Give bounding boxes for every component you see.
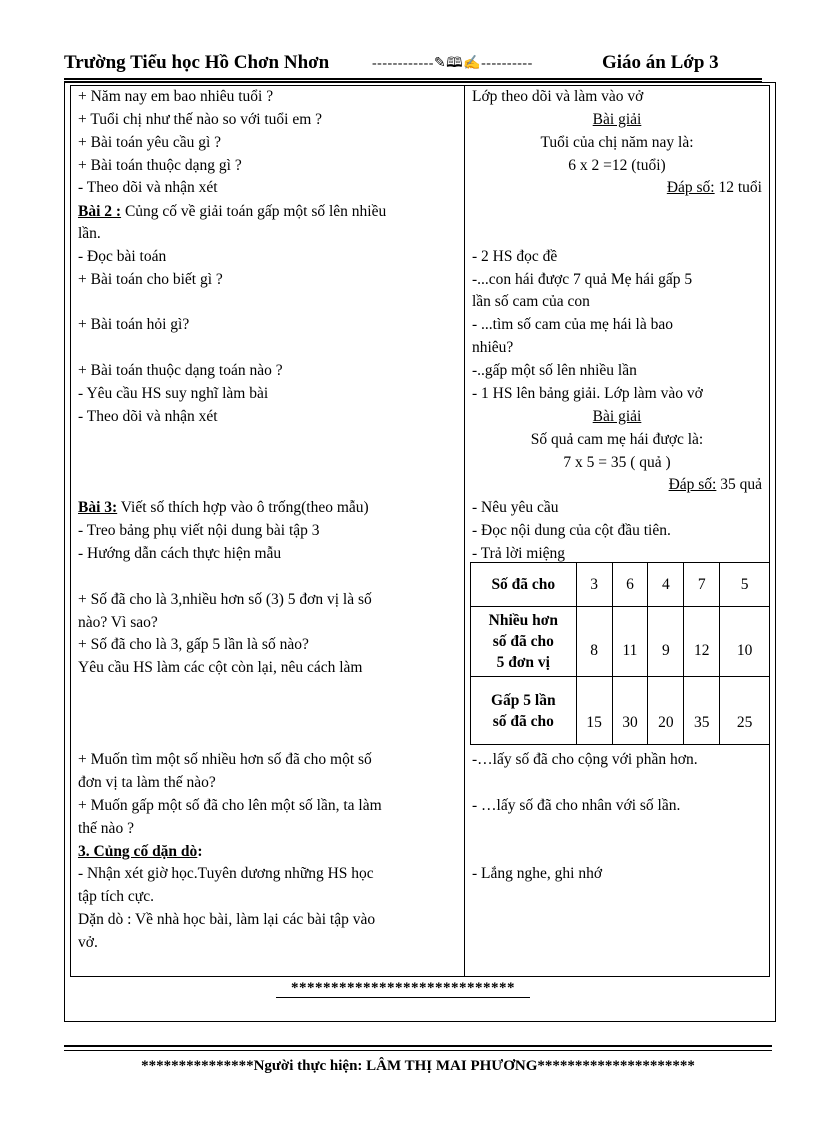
right-line: -...con hái được 7 quả Mẹ hái gấp 5 <box>472 271 693 288</box>
table-cell: 11 <box>612 607 648 677</box>
right-line: 7 x 5 = 35 ( quả ) <box>563 454 671 471</box>
right-line: - …lấy số đã cho nhân với số lần. <box>472 797 681 814</box>
left-line: nào? Vì sao? <box>78 614 158 631</box>
left-line: - Hướng dẫn cách thực hiện mẫu <box>78 545 282 562</box>
right-line: - 2 HS đọc đề <box>472 248 558 265</box>
answer-label: Đáp số: <box>666 179 715 196</box>
left-line: vở. <box>78 934 98 951</box>
header-rule <box>64 78 762 80</box>
table-row <box>471 607 770 677</box>
left-line: + Muốn gấp một số đã cho lên một số lần, ta làm <box>78 797 382 814</box>
left-line: Dặn dò : Về nhà học bài, làm lại các bài tập vào <box>78 911 376 928</box>
left-line: + Năm nay em bao nhiêu tuổi ? <box>78 88 274 105</box>
right-line: -…lấy số đã cho cộng với phần hơn. <box>472 751 698 768</box>
left-line: + Bài toán thuộc dạng toán nào ? <box>78 362 283 379</box>
right-line: - Lắng nghe, ghi nhớ <box>472 865 603 882</box>
left-line: - Theo dõi và nhận xét <box>78 408 218 425</box>
column-divider <box>464 85 465 977</box>
table-cell: 10 <box>720 607 770 677</box>
class-label: Giáo án Lớp 3 <box>602 52 719 73</box>
left-line: + Bài toán thuộc dạng gì ? <box>78 157 242 174</box>
table-cell: 12 <box>684 607 720 677</box>
row-label: Nhiều hơn số đã cho 5 đơn vị <box>471 607 577 677</box>
answer-value: 12 tuổi <box>714 179 762 196</box>
table-cell: 9 <box>648 607 684 677</box>
left-line: tập tích cực. <box>78 888 154 905</box>
footer-rule-thin <box>64 1050 772 1051</box>
exercise-2-text: Củng cố về giải toán gấp một số lên nhiều <box>121 203 387 220</box>
left-line: - Nhận xét giờ học.Tuyên dương những HS học <box>78 865 374 882</box>
exercise-3-heading <box>78 498 369 518</box>
left-line: + Tuổi chị như thế nào so với tuổi em ? <box>78 111 323 128</box>
left-line: + Muốn tìm một số nhiều hơn số đã cho một số <box>78 751 372 768</box>
left-line: - Treo bảng phụ viết nội dung bài tập 3 <box>78 522 320 539</box>
left-line: thế nào ? <box>78 820 134 837</box>
row-label: Số đã cho <box>471 563 577 607</box>
header-separator: ------------✎🕮✍---------- <box>372 56 533 71</box>
table-cell: 20 <box>648 677 684 745</box>
table-row <box>471 677 770 745</box>
table-cell: 25 <box>720 677 770 745</box>
answer-label: Đáp số: <box>668 476 717 493</box>
page-header <box>64 50 764 78</box>
answer-line <box>472 475 762 495</box>
row-label: Gấp 5 lần số đã cho <box>471 677 577 745</box>
exercise-3-label: Bài 3: <box>78 499 118 516</box>
table-cell: 15 <box>576 677 612 745</box>
right-line: - Nêu yêu cầu <box>472 499 559 516</box>
left-line: Yêu cầu HS làm các cột còn lại, nêu cách làm <box>78 659 363 676</box>
right-line: Lớp theo dõi và làm vào vở <box>472 88 644 105</box>
left-line: + Bài toán hỏi gì? <box>78 316 190 333</box>
page-footer: ***************Người thực hiện: LÂM THỊ MAI PHƯƠNG********************* <box>141 1058 695 1074</box>
exercise-2-label: Bài 2 : <box>78 203 122 220</box>
right-line: -..gấp một số lên nhiều lần <box>472 362 637 379</box>
left-line: đơn vị ta làm thế nào? <box>78 774 216 791</box>
right-line: - ...tìm số cam của mẹ hái là bao <box>472 316 674 333</box>
left-line: + Số đã cho là 3,nhiều hơn số (3) 5 đơn vị là số <box>78 591 372 608</box>
exercise-3-table <box>470 562 770 745</box>
table-cell: 6 <box>612 563 648 607</box>
section-3-colon: : <box>197 843 203 860</box>
left-line: + Bài toán cho biết gì ? <box>78 271 223 288</box>
left-line: + Bài toán yêu cầu gì ? <box>78 134 222 151</box>
solution-heading: Bài giải <box>592 111 642 128</box>
school-name: Trường Tiểu học Hồ Chơn Nhơn <box>64 52 330 73</box>
right-line: lần số cam của con <box>472 293 590 310</box>
table-cell: 5 <box>720 563 770 607</box>
answer-line <box>472 178 762 198</box>
left-line: - Yêu cầu HS suy nghĩ làm bài <box>78 385 269 402</box>
left-line: + Số đã cho là 3, gấp 5 lần là số nào? <box>78 636 309 653</box>
table-row <box>471 563 770 607</box>
exercise-3-text: Viết số thích hợp vào ô trống(theo mẫu) <box>117 499 369 516</box>
star-divider: **************************** <box>291 980 515 996</box>
table-cell: 8 <box>576 607 612 677</box>
left-line: - Đọc bài toán <box>78 248 167 265</box>
right-line: nhiêu? <box>472 339 514 356</box>
answer-value: 35 quả <box>716 476 762 493</box>
footer-rule <box>64 1045 772 1047</box>
table-cell: 3 <box>576 563 612 607</box>
right-line: - 1 HS lên bảng giải. Lớp làm vào vở <box>472 385 703 402</box>
right-line: - Đọc nội dung của cột đầu tiên. <box>472 522 671 539</box>
right-line: Số quả cam mẹ hái được là: <box>530 431 704 448</box>
solution-heading: Bài giải <box>592 408 642 425</box>
section-3-label: 3. Củng cố dặn dò <box>78 843 198 860</box>
right-line: 6 x 2 =12 (tuổi) <box>568 157 666 174</box>
star-underline <box>276 997 530 998</box>
right-line: - Trả lời miệng <box>472 545 566 562</box>
left-line: lần. <box>78 225 101 242</box>
exercise-2-heading <box>78 202 386 222</box>
section-3-heading <box>78 842 202 862</box>
table-cell: 35 <box>684 677 720 745</box>
table-cell: 4 <box>648 563 684 607</box>
right-line: Tuổi của chị năm nay là: <box>540 134 694 151</box>
table-cell: 7 <box>684 563 720 607</box>
left-line: - Theo dõi và nhận xét <box>78 179 218 196</box>
table-cell: 30 <box>612 677 648 745</box>
